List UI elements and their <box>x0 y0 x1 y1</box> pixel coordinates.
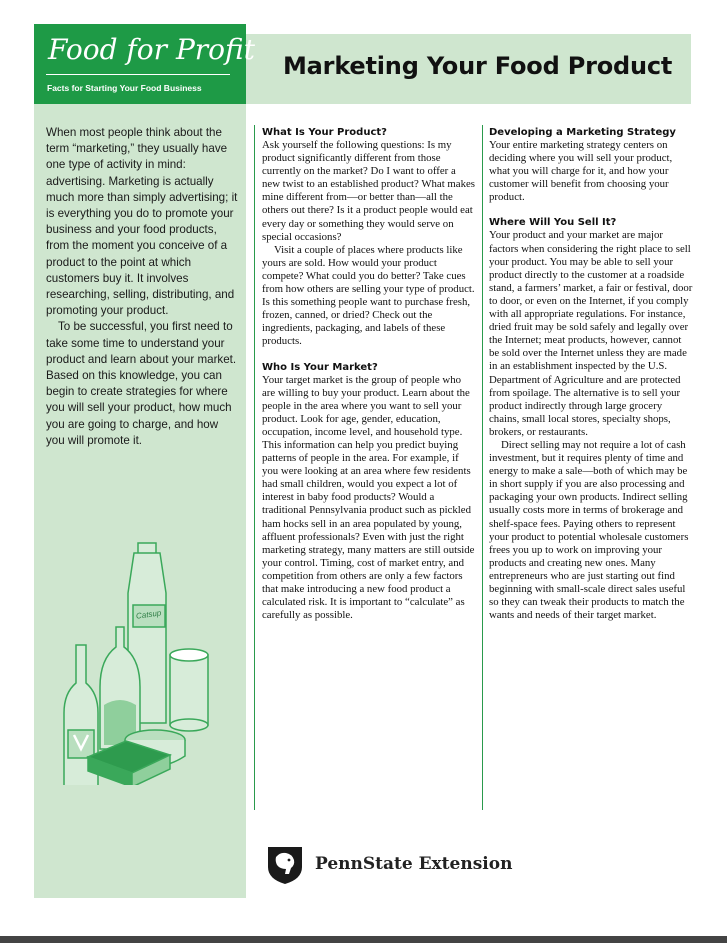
section-strategy-paragraph-1: Your entire marketing strategy centers on deciding where you will sell your product, what you will charge for it, and how your customer will benefit from choosing your product. <box>489 139 673 204</box>
section-heading-where: Where Will You Sell It? <box>489 217 617 229</box>
column-middle <box>262 126 476 622</box>
column-divider-1 <box>254 125 255 810</box>
page-title: Marketing Your Food Product <box>283 52 673 80</box>
section-heading-market: Who Is Your Market? <box>262 361 378 373</box>
brand-block <box>34 24 255 104</box>
section-heading-product: What Is Your Product? <box>262 127 387 138</box>
bottom-divider <box>0 936 727 943</box>
column-divider-2 <box>482 125 483 810</box>
logo-text: PennState Extension <box>315 854 513 874</box>
intro-paragraph-1: When most people think about the term “marketing,” they usually have one type of activity in mind: advertising. Marketing is actually much more than simply advertising; it is everything you do to promote your business and your food products, from the moment you conceive of a product to the point at which customers buy it. It involves researching, selling, distributing, and promoting your product. <box>46 126 238 318</box>
section-where-paragraph-2: Direct selling may not require a lot of cash investment, but it requires plenty of time and energy to make a sale—both of which may be in short supply if you are also processing and packaging your own products. Indirect selling usually costs more in terms of brokerage and shelf-space fees. Paying others to represent your product to potential wholesale customers frees you up to work on improving your products and creating new ones. Many entrepreneurs who are just starting out find beginning with small-scale direct sales useful so they can tweak their products to match the wants and needs of their target market. <box>489 438 689 622</box>
nittany-lion-shield-icon <box>265 845 305 885</box>
section-market-paragraph-1: Your target market is the group of people who are willing to buy your product. Learn about the people in the area where you want to sell your product. Look for age, gender, education, occupation, income level, and household type. This information can help you predict buying patterns of people in the area. For example, if you were looking at an area where few residents had small children, would you expect a lot of interest in baby food products? Would a traditional Pennsylvania product such as pickled ham hocks sell in an area populated by young, affluent professionals? Even with just the right marketing strategy, many matters are still outside your control. Timing, cost of market entry, and competition from others are only a few factors that make introducing a new food product a calculated risk. It is important to “calculate” as carefully as possible. <box>262 373 475 622</box>
intro-text <box>46 125 238 449</box>
food-products-illustration <box>60 535 230 785</box>
section-product-paragraph-1: Ask yourself the following questions: Is my product significantly different from those currently on the market? Do I want to offer a new twist to an established product? What makes mine different from—or better than—all the others out there? Is it a product people would eat every day or something they would serve on special occasions? <box>262 139 475 243</box>
can-icon <box>170 655 208 725</box>
section-where-paragraph-1: Your product and your market are major factors when considering the right place to sell your product. You may be able to sell your product directly to the customer at a roadside stand, a farmers’ market, a fair or festival, door to door, or even on the Internet, if you comply with all appropriate regulations. For instance, dried fruit may be sold safely and legally over the Internet; meat products, however, cannot be sold over the Internet unless they are made in an establishment inspected by the U.S. Department of Agriculture and are protected from spoilage. The alternative is to sell your product indirectly through large grocery chains, small local stores, specialty shops, brokers, or restaurants. <box>489 229 693 438</box>
intro-paragraph-2: To be successful, you first need to take some time to understand your product and learn about your market. Based on this knowledge, you can begin to create strategies for where you will sell your product, how much you are going to charge, and how you will promote it. <box>46 320 237 447</box>
section-heading-strategy: Developing a Marketing Strategy <box>489 127 676 138</box>
catsup-label: Catsup <box>135 608 162 621</box>
column-right <box>489 126 694 622</box>
brand-subtitle: Facts for Starting Your Food Business <box>47 83 202 93</box>
section-product-paragraph-2: Visit a couple of places where products like yours are sold. How would your product compete? What could you do better? Take cues from how others are selling your type of product. Is this something people want to purchase fresh, frozen, canned, or dried? Check out the ingredients, packaging, and labels of these products. <box>262 243 475 348</box>
pennstate-extension-logo <box>265 845 535 885</box>
brand-divider <box>46 74 230 75</box>
brand-title: Food for Profit <box>48 33 255 66</box>
